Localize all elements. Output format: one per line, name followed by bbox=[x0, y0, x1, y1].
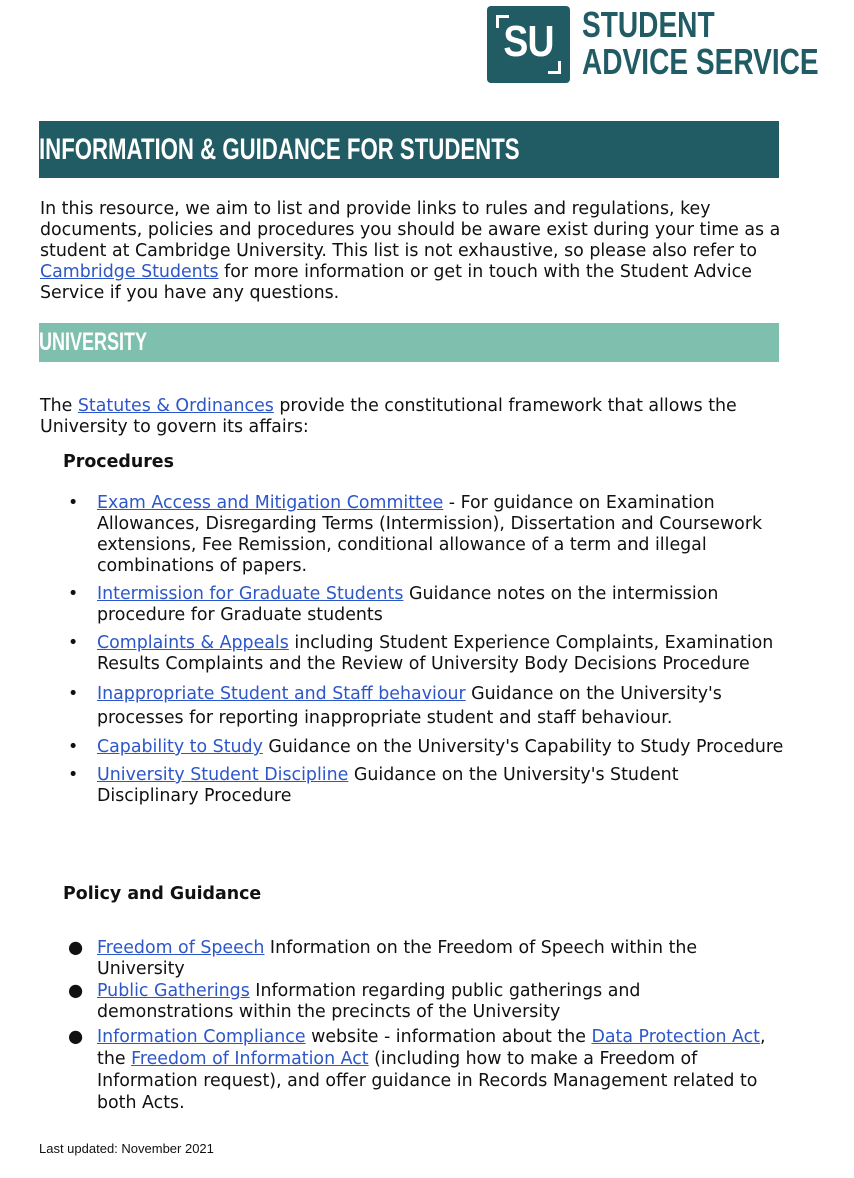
list-item bbox=[64, 981, 782, 1023]
bullet-icon: ● bbox=[68, 1027, 84, 1047]
page-title: INFORMATION & GUIDANCE FOR STUDENTS bbox=[39, 133, 520, 166]
list-item-text: Guidance on the University's Capability to Study Procedure bbox=[262, 737, 784, 757]
capability-to-study-link[interactable]: Capability to Study bbox=[97, 737, 263, 757]
student-advice-service-logo bbox=[487, 4, 819, 84]
statutes-text-after: provide the constitutional framework that allows the University to govern its affairs: bbox=[40, 396, 737, 437]
su-logo-mark bbox=[487, 6, 570, 83]
intro-paragraph bbox=[40, 199, 785, 304]
last-updated-footer: Last updated: November 2021 bbox=[39, 1141, 214, 1156]
inappropriate-behaviour-link[interactable]: Inappropriate Student and Staff behaviour bbox=[97, 684, 466, 704]
complaints-appeals-link[interactable]: Complaints & Appeals bbox=[97, 633, 289, 653]
exam-access-link[interactable]: Exam Access and Mitigation Committee bbox=[97, 493, 444, 513]
list-item bbox=[64, 682, 784, 730]
list-item-text: - For guidance on Examination Allowances, Disregarding Terms (Intermission), Dissertation and Coursework extensions, Fee Remission, conditional allowance of a term and illegal combinations of papers. bbox=[97, 493, 763, 576]
procedures-list bbox=[64, 493, 784, 814]
university-section-banner bbox=[39, 323, 779, 362]
university-section-title: UNIVERSITY bbox=[39, 328, 148, 356]
data-protection-act-link[interactable]: Data Protection Act bbox=[591, 1027, 760, 1047]
statutes-ordinances-link[interactable]: Statutes & Ordinances bbox=[77, 396, 274, 416]
list-item bbox=[64, 493, 784, 577]
logo-line-1: STUDENT bbox=[582, 4, 715, 45]
list-item-text: Information regarding public gatherings and demonstrations within the precincts of the University bbox=[97, 981, 641, 1022]
statutes-text-before: The bbox=[40, 396, 78, 416]
list-item-text: , the bbox=[97, 1027, 766, 1069]
information-compliance-link[interactable]: Information Compliance bbox=[97, 1027, 306, 1047]
bullet-icon: • bbox=[68, 737, 79, 757]
list-item bbox=[64, 633, 784, 675]
list-item-text: Information on the Freedom of Speech within the University bbox=[97, 938, 698, 979]
bullet-icon: ● bbox=[68, 981, 84, 1001]
list-item bbox=[64, 737, 784, 758]
list-item bbox=[64, 938, 782, 980]
list-item-text: Guidance on the University's Student Disciplinary Procedure bbox=[97, 765, 679, 806]
bullet-icon: • bbox=[68, 765, 79, 785]
freedom-of-information-act-link[interactable]: Freedom of Information Act bbox=[131, 1049, 369, 1069]
policy-heading: Policy and Guidance bbox=[63, 884, 262, 904]
bullet-icon: • bbox=[68, 684, 79, 704]
public-gatherings-link[interactable]: Public Gatherings bbox=[97, 981, 250, 1001]
bullet-icon: • bbox=[68, 584, 79, 604]
policy-list bbox=[64, 938, 782, 1115]
su-abbr: SU bbox=[503, 17, 554, 66]
logo-wordmark bbox=[582, 6, 819, 80]
list-item bbox=[64, 1026, 782, 1114]
list-item bbox=[64, 584, 784, 626]
bullet-icon: • bbox=[68, 633, 79, 653]
bullet-icon: ● bbox=[68, 938, 84, 958]
intermission-link[interactable]: Intermission for Graduate Students bbox=[97, 584, 404, 604]
procedures-heading: Procedures bbox=[63, 452, 174, 472]
intro-text-after: for more information or get in touch with the Student Advice Service if you have any questions. bbox=[40, 262, 752, 303]
list-item-text: (including how to make a Freedom of Information request), and offer guidance in Records Management related to both Acts. bbox=[97, 1049, 758, 1113]
list-item bbox=[64, 765, 784, 807]
page-title-banner bbox=[39, 121, 779, 178]
logo-line-2: ADVICE SERVICE bbox=[582, 41, 819, 82]
statutes-paragraph bbox=[40, 396, 785, 438]
list-item-text: Guidance notes on the intermission procedure for Graduate students bbox=[97, 584, 719, 625]
bullet-icon: • bbox=[68, 493, 79, 513]
student-discipline-link[interactable]: University Student Discipline bbox=[97, 765, 349, 785]
list-item-text: website - information about the bbox=[305, 1027, 592, 1047]
intro-text-before: In this resource, we aim to list and provide links to rules and regulations, key documents, policies and procedures you should be aware exist during your time as a student at Cambridge University. This list is not exhaustive, so please also refer to bbox=[40, 199, 781, 261]
cambridge-students-link[interactable]: Cambridge Students bbox=[40, 262, 219, 282]
freedom-of-speech-link[interactable]: Freedom of Speech bbox=[97, 938, 265, 958]
list-item-text: Guidance on the University's processes for reporting inappropriate student and staff behaviour. bbox=[97, 684, 722, 728]
list-item-text: including Student Experience Complaints, Examination Results Complaints and the Review of University Body Decisions Procedure bbox=[97, 633, 774, 674]
